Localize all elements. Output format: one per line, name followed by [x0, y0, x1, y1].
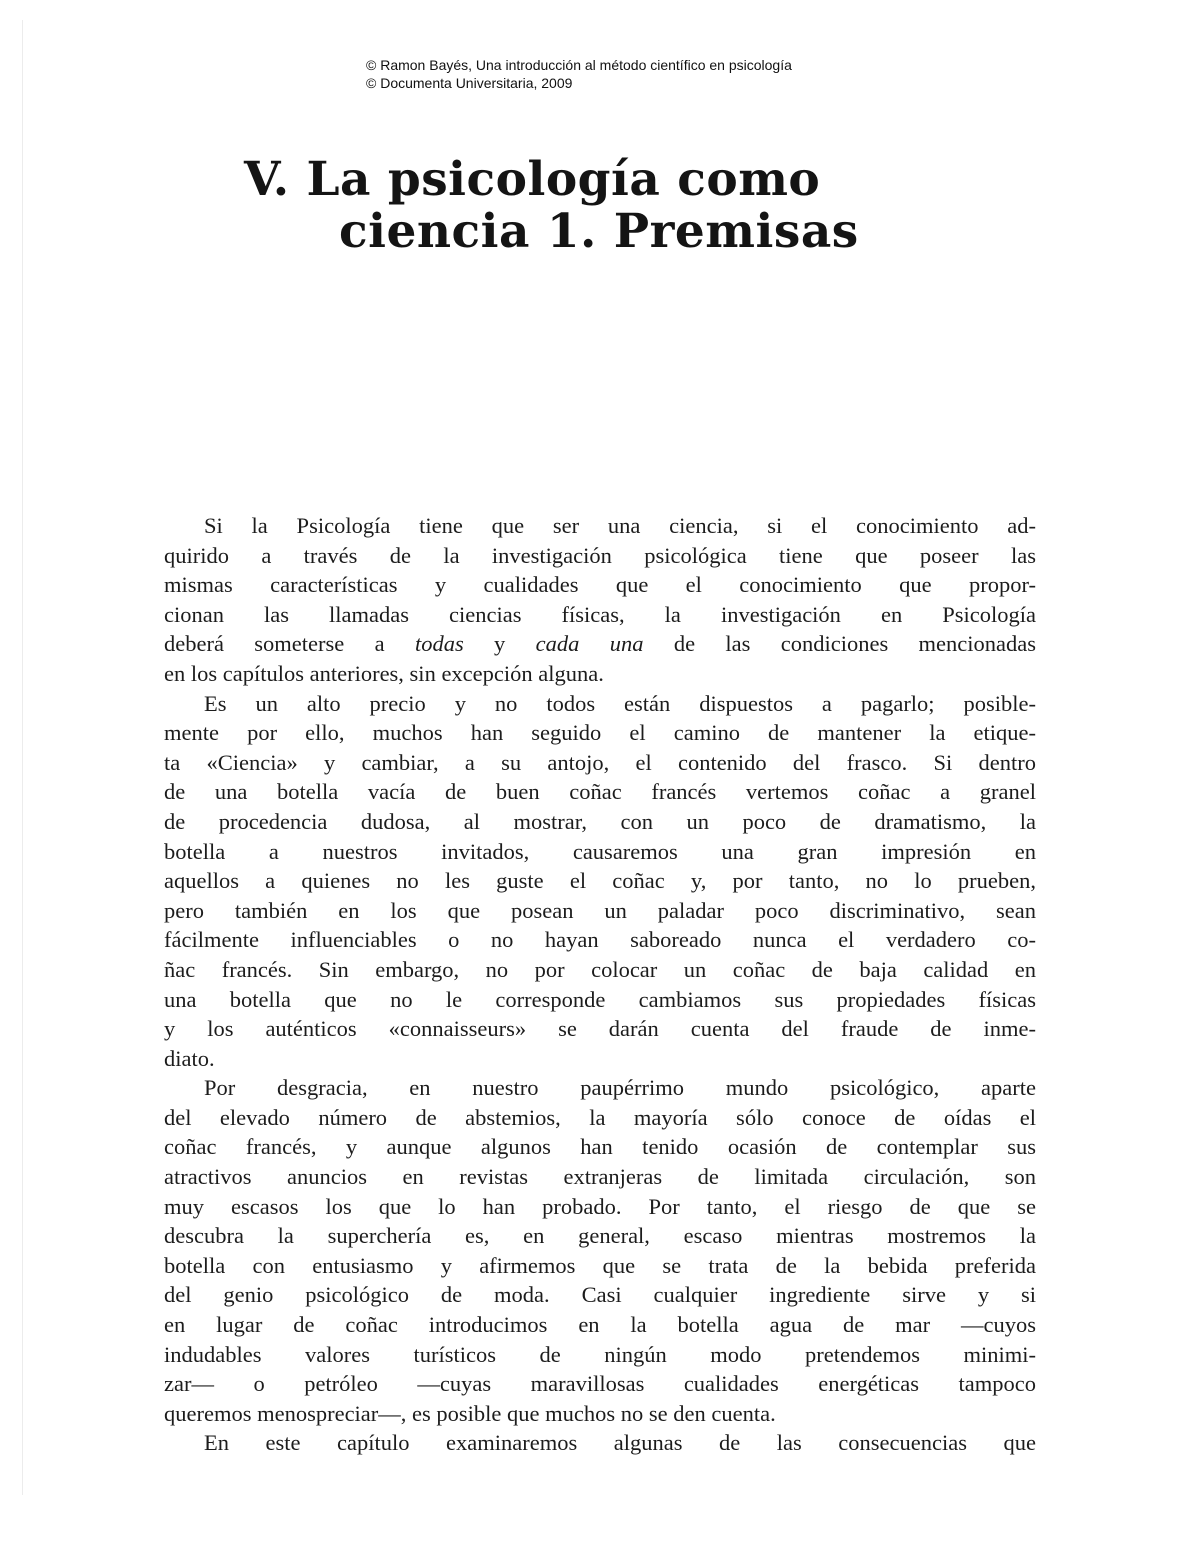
- text-line: Es un alto precio y no todos están dispuestos a pagarlo; posible-: [204, 690, 1036, 716]
- text-line: del genio psicológico de moda. Casi cualquier ingrediente sirve y si: [164, 1282, 1036, 1308]
- text-line: coñac francés, y aunque algunos han tenido ocasión de contemplar sus: [164, 1134, 1036, 1160]
- text-line: mente por ello, muchos han seguido el camino de mantener la etique-: [164, 720, 1036, 746]
- text-line: de una botella vacía de buen coñac francés vertemos coñac a granel: [164, 779, 1036, 805]
- text-line: en lugar de coñac introducimos en la botella agua de mar —cuyos: [164, 1312, 1036, 1338]
- text-line: en los capítulos anteriores, sin excepción alguna.: [164, 660, 604, 686]
- text-line: cionan las llamadas ciencias físicas, la investigación en Psicología: [164, 601, 1036, 627]
- text-line: Por desgracia, en nuestro paupérrimo mundo psicológico, aparte: [204, 1075, 1036, 1101]
- copyright-line-book: © Ramon Bayés, Una introducción al método científico en psicología: [366, 57, 792, 73]
- text-line: pero también en los que posean un paladar poco discriminativo, sean: [164, 897, 1036, 923]
- text-line: descubra la superchería es, en general, escaso mientras mostremos la: [164, 1223, 1036, 1249]
- text-line: de procedencia dudosa, al mostrar, con un poco de dramatismo, la: [164, 808, 1036, 834]
- page-edge-line: [22, 20, 23, 1495]
- body-text: [164, 511, 1036, 1458]
- text-line: muy escasos los que lo han probado. Por tanto, el riesgo de que se: [164, 1193, 1036, 1219]
- emphasis-cada-una: cada una: [535, 631, 644, 657]
- text-line: atractivos anuncios en revistas extranjeras de limitada circulación, son: [164, 1164, 1036, 1190]
- text-run: de las condiciones mencionadas: [643, 631, 1037, 657]
- emphasis-todas: todas: [414, 631, 464, 657]
- text-line: ñac francés. Sin embargo, no por colocar un coñac de baja calidad en: [164, 956, 1036, 982]
- text-line: Si la Psicología tiene que ser una ciencia, si el conocimiento ad-: [204, 513, 1036, 538]
- text-line: En este capítulo examinaremos algunas de las consecuencias que: [204, 1430, 1036, 1456]
- text-line: fácilmente influenciables o no hayan saboreado nunca el verdadero co-: [164, 927, 1036, 953]
- text-line: [164, 629, 1036, 659]
- text-line: una botella que no le corresponde cambiamos sus propiedades físicas: [164, 986, 1036, 1012]
- text-line: quirido a través de la investigación psicológica tiene que poseer las: [164, 542, 1036, 568]
- copyright-line-publisher: © Documenta Universitaria, 2009: [366, 75, 573, 91]
- text-line: mismas características y cualidades que el conocimiento que propor-: [164, 572, 1036, 598]
- text-line: zar— o petróleo —cuyas maravillosas cualidades energéticas tampoco: [164, 1371, 1036, 1397]
- text-line: diato.: [164, 1045, 215, 1071]
- copyright-notice: [366, 56, 792, 92]
- text-run: y: [463, 631, 536, 657]
- chapter-title-line-2: ciencia 1. Premisas: [339, 204, 859, 259]
- text-line: botella a nuestros invitados, causaremos una gran impresión en: [164, 838, 1036, 864]
- chapter-title: [244, 154, 859, 258]
- text-run: deberá someterse a: [164, 631, 415, 657]
- text-line: indudables valores turísticos de ningún modo pretendemos minimi-: [164, 1341, 1036, 1367]
- text-line: aquellos a quienes no les guste el coñac y, por tanto, no lo prueben,: [164, 868, 1036, 894]
- text-line: y los auténticos «connaisseurs» se darán cuenta del fraude de inme-: [164, 1016, 1036, 1042]
- text-line: del elevado número de abstemios, la mayoría sólo conoce de oídas el: [164, 1104, 1036, 1130]
- chapter-title-line-1: V. La psicología como: [244, 152, 821, 207]
- text-line: botella con entusiasmo y afirmemos que se trata de la bebida preferida: [164, 1252, 1036, 1278]
- text-line: queremos menospreciar—, es posible que muchos no se den cuenta.: [164, 1400, 776, 1426]
- text-line: ta «Ciencia» y cambiar, a su antojo, el contenido del frasco. Si dentro: [164, 749, 1036, 775]
